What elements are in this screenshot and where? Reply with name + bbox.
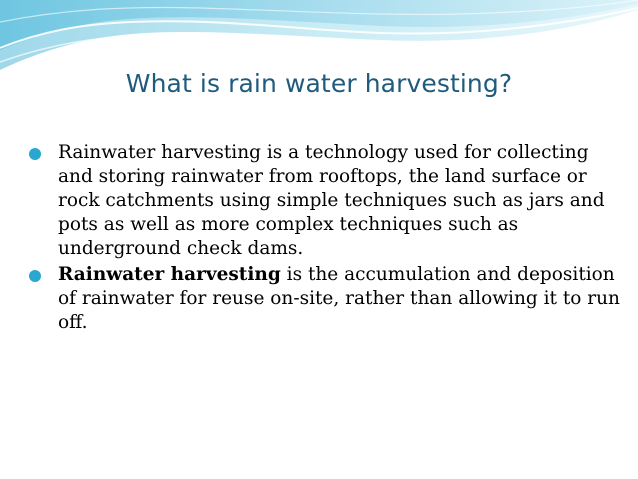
bullet-text: is the accumulation and deposition of rainwater for reuse on-site, rather than allowing it to run off. (58, 264, 620, 333)
filled-circle-bullet-icon (29, 270, 41, 282)
bullet-item-definition (24, 141, 624, 261)
bullet-bold-term: Rainwater harvesting (58, 264, 281, 285)
slide-title: What is rain water harvesting? (125, 69, 513, 98)
bullet-list (24, 141, 624, 337)
bullet-item-accumulation (24, 263, 624, 335)
filled-circle-bullet-icon (29, 148, 41, 160)
bullet-text: Rainwater harvesting is a technology used for collecting and storing rainwater from rooftops, the land surface or rock catchments using simple techniques such as jars and pots as well as more complex techniques such as underground check dams. (58, 142, 605, 259)
